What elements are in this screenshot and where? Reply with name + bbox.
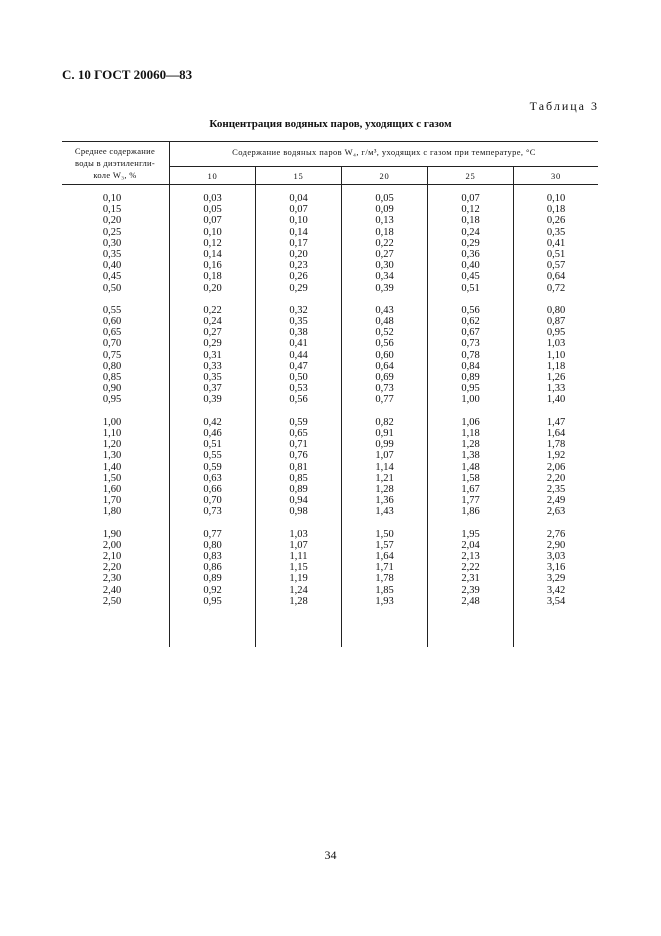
- vapor-concentration-cell: 1,03: [289, 528, 308, 540]
- vapor-concentration-cell: 0,40: [461, 260, 480, 272]
- vapor-concentration-cell: 0,66: [203, 483, 222, 495]
- water-content-cell: 0,60: [102, 316, 122, 328]
- vapor-concentration-cell: 0,18: [546, 204, 566, 216]
- vapor-concentration-cell: 0,14: [203, 248, 222, 260]
- vapor-concentration-cell: 2,63: [546, 506, 566, 518]
- vapor-concentration-cell: 0,16: [203, 260, 222, 272]
- vapor-concentration-cell: 0,69: [375, 372, 394, 383]
- vapor-concentration-cell: 1,50: [375, 528, 394, 540]
- row-group-spacer: [342, 406, 427, 417]
- vapor-concentration-cell: 0,22: [375, 237, 394, 249]
- vapor-concentration-cell: 1,48: [461, 461, 480, 473]
- vapor-concentration-cell: 0,38: [289, 327, 308, 339]
- water-content-cell: 0,15: [102, 204, 122, 216]
- water-content-cell: 0,40: [102, 260, 122, 272]
- vapor-concentration-cell: 1,57: [375, 539, 394, 551]
- vapor-concentration-cell: 1,95: [461, 528, 480, 540]
- vapor-concentration-cell: 1,19: [289, 573, 308, 585]
- row-header-line: Среднее содержание: [74, 146, 156, 156]
- vapor-concentration-cell: 0,12: [461, 204, 480, 216]
- table-title: Концентрация водяных паров, уходящих с газом: [209, 118, 452, 130]
- vapor-concentration-cell: 0,39: [375, 282, 394, 294]
- row-group-spacer: [62, 517, 162, 528]
- vapor-concentration-cell: 0,73: [375, 383, 394, 395]
- vapor-concentration-cell: 0,51: [546, 248, 566, 260]
- row-group-spacer: [428, 517, 513, 528]
- vapor-concentration-cell: 1,26: [546, 372, 566, 383]
- vapor-concentration-cell: 0,09: [375, 204, 394, 216]
- water-content-cell: 1,50: [102, 472, 122, 484]
- vapor-concentration-cell: 0,89: [203, 573, 222, 585]
- row-group-spacer: [428, 294, 513, 305]
- page-number: 34: [324, 848, 337, 862]
- vapor-concentration-cell: 0,85: [289, 472, 308, 484]
- vapor-concentration-cell: 0,34: [375, 271, 394, 283]
- vapor-concentration-cell: 0,32: [289, 304, 308, 316]
- vapor-concentration-cell: 3,29: [546, 573, 566, 585]
- vapor-concentration-cell: 0,35: [289, 316, 308, 328]
- vapor-concentration-cell: 0,53: [289, 383, 308, 395]
- vapor-concentration-cell: 1,24: [289, 584, 308, 596]
- vapor-concentration-cell: 1,43: [375, 506, 394, 518]
- column-group-header: Содержание водяных паров W₄, г/м³, уходящих с газом при температуре, °С: [232, 147, 536, 157]
- water-content-cell: 0,75: [102, 349, 122, 361]
- vapor-concentration-cell: 1,38: [461, 450, 480, 462]
- vapor-concentration-cell: 0,24: [461, 226, 480, 238]
- vapor-concentration-cell: 1,64: [546, 427, 566, 439]
- vapor-concentration-cell: 0,07: [203, 215, 222, 227]
- vapor-concentration-cell: 0,26: [289, 271, 308, 283]
- temp-10-column: [170, 193, 255, 607]
- vapor-concentration-cell: 0,33: [203, 360, 222, 372]
- vapor-concentration-cell: 1,78: [546, 439, 566, 451]
- vapor-concentration-cell: 0,71: [289, 439, 308, 451]
- vapor-concentration-cell: 1,28: [375, 483, 394, 495]
- vapor-concentration-cell: 3,42: [546, 584, 566, 596]
- water-content-cell: 1,30: [102, 450, 122, 462]
- vapor-concentration-cell: 0,95: [546, 327, 566, 339]
- vapor-concentration-cell: 0,91: [375, 427, 394, 439]
- water-content-cell: 0,50: [102, 282, 122, 294]
- water-content-cell: 0,10: [102, 193, 122, 204]
- vapor-concentration-cell: 0,30: [375, 260, 394, 272]
- water-content-cell: 0,20: [102, 215, 122, 227]
- vapor-concentration-cell: 1,40: [546, 394, 566, 406]
- water-content-cell: 0,90: [102, 383, 122, 395]
- vapor-concentration-cell: 1,71: [375, 562, 394, 574]
- row-group-spacer: [170, 406, 255, 417]
- vapor-concentration-cell: 0,57: [546, 260, 566, 272]
- vapor-concentration-cell: 0,81: [289, 461, 308, 473]
- vapor-concentration-cell: 2,49: [546, 495, 566, 507]
- vapor-concentration-cell: 3,16: [546, 562, 566, 574]
- water-content-cell: 1,90: [102, 528, 122, 540]
- vapor-concentration-cell: 0,73: [461, 338, 480, 350]
- row-group-spacer: [256, 406, 341, 417]
- water-content-cell: 2,30: [102, 573, 122, 585]
- vapor-concentration-cell: 0,59: [203, 461, 222, 473]
- vapor-concentration-cell: 0,73: [203, 506, 222, 518]
- vapor-concentration-cell: 1,28: [289, 595, 308, 607]
- vapor-concentration-cell: 0,29: [289, 282, 308, 294]
- vapor-concentration-cell: 0,77: [375, 394, 394, 406]
- water-content-cell: 1,10: [102, 427, 122, 439]
- vapor-concentration-cell: 1,33: [546, 383, 566, 395]
- vapor-concentration-cell: 0,22: [203, 304, 222, 316]
- water-content-cell: 2,10: [102, 551, 122, 562]
- vapor-concentration-cell: 0,77: [203, 528, 222, 540]
- vapor-concentration-cell: 0,29: [203, 338, 222, 350]
- vapor-concentration-cell: 1,77: [461, 495, 480, 507]
- temp-15-column: [256, 193, 341, 607]
- row-group-spacer: [170, 517, 255, 528]
- vapor-concentration-cell: 0,04: [289, 193, 308, 204]
- vapor-concentration-cell: 2,90: [546, 539, 566, 551]
- water-content-cell: 0,95: [102, 394, 122, 406]
- water-content-cell: 0,35: [102, 248, 122, 260]
- vapor-concentration-cell: 0,56: [461, 304, 480, 316]
- row-group-spacer: [170, 294, 255, 305]
- temperature-header: 25: [465, 171, 476, 181]
- vapor-concentration-cell: 1,14: [375, 461, 394, 473]
- row-group-spacer: [62, 294, 162, 305]
- vapor-concentration-cell: 0,56: [289, 394, 308, 406]
- vapor-concentration-cell: 0,07: [289, 204, 308, 216]
- vapor-concentration-cell: 0,18: [461, 215, 480, 227]
- vapor-concentration-cell: 1,78: [375, 573, 394, 585]
- row-group-spacer: [514, 517, 598, 528]
- temperature-header: 20: [379, 171, 390, 181]
- vapor-concentration-cell: 1,64: [375, 551, 394, 562]
- vapor-concentration-cell: 1,06: [461, 416, 480, 428]
- vapor-concentration-cell: 0,27: [375, 248, 394, 260]
- vapor-concentration-cell: 0,35: [546, 226, 566, 238]
- row-group-spacer: [428, 406, 513, 417]
- vapor-concentration-cell: 0,35: [203, 372, 222, 383]
- vapor-concentration-cell: 2,04: [461, 539, 480, 551]
- vapor-concentration-cell: 1,85: [375, 584, 394, 596]
- vapor-concentration-cell: 0,12: [203, 237, 222, 249]
- vapor-concentration-cell: 0,60: [375, 349, 394, 361]
- vapor-concentration-cell: 0,23: [289, 260, 308, 272]
- water-content-cell: 2,50: [102, 595, 122, 607]
- vapor-concentration-cell: 0,80: [203, 539, 222, 551]
- vapor-concentration-cell: 0,63: [203, 472, 222, 484]
- water-content-cell: 2,20: [102, 562, 122, 574]
- vapor-concentration-cell: 0,72: [546, 282, 566, 294]
- vapor-concentration-cell: 0,89: [289, 483, 308, 495]
- row-group-spacer: [514, 294, 598, 305]
- page-header: С. 10 ГОСТ 20060—83: [62, 67, 193, 82]
- vapor-concentration-cell: 0,86: [203, 562, 222, 574]
- vapor-concentration-cell: 0,36: [461, 248, 480, 260]
- vapor-concentration-cell: 1,93: [375, 595, 394, 607]
- water-content-cell: 0,80: [102, 360, 122, 372]
- vapor-concentration-cell: 0,55: [203, 450, 222, 462]
- vapor-concentration-cell: 0,18: [375, 226, 394, 238]
- vapor-concentration-cell: 0,20: [289, 248, 308, 260]
- water-content-cell: 1,80: [102, 506, 122, 518]
- vapor-concentration-cell: 0,31: [203, 349, 222, 361]
- vapor-concentration-cell: 0,37: [203, 383, 222, 395]
- vapor-concentration-cell: 0,78: [461, 349, 480, 361]
- vapor-concentration-cell: 2,06: [546, 461, 566, 473]
- vapor-concentration-cell: 1,15: [289, 562, 308, 574]
- vapor-concentration-cell: 0,45: [461, 271, 480, 283]
- vapor-concentration-cell: 0,98: [289, 506, 308, 518]
- vapor-concentration-cell: 2,31: [461, 573, 480, 585]
- vapor-concentration-cell: 0,46: [203, 427, 222, 439]
- vapor-concentration-cell: 0,47: [289, 360, 308, 372]
- water-content-cell: 1,00: [102, 416, 122, 428]
- vapor-concentration-cell: 2,35: [546, 483, 566, 495]
- vapor-concentration-cell: 0,64: [546, 271, 566, 283]
- vapor-concentration-cell: 0,10: [289, 215, 308, 227]
- vapor-concentration-cell: 1,18: [546, 360, 566, 372]
- vapor-concentration-cell: 0,42: [203, 416, 222, 428]
- vapor-concentration-cell: 0,03: [203, 193, 222, 204]
- vapor-concentration-cell: 0,27: [203, 327, 222, 339]
- data-table: [62, 141, 598, 647]
- water-content-column: [62, 193, 162, 607]
- vapor-concentration-cell: 3,03: [546, 551, 566, 562]
- row-header-line: коле W₃, %: [93, 170, 137, 180]
- vapor-concentration-cell: 0,41: [289, 338, 308, 350]
- vapor-concentration-cell: 0,67: [461, 327, 480, 339]
- vapor-concentration-cell: 1,07: [375, 450, 394, 462]
- vapor-concentration-cell: 1,58: [461, 472, 480, 484]
- vapor-concentration-cell: 0,05: [203, 204, 222, 216]
- vapor-concentration-cell: 2,22: [461, 562, 480, 574]
- vapor-concentration-cell: 0,39: [203, 394, 222, 406]
- vapor-concentration-cell: 1,21: [375, 472, 394, 484]
- water-content-cell: 0,70: [102, 338, 122, 350]
- vapor-concentration-cell: 1,18: [461, 427, 480, 439]
- vapor-concentration-cell: 0,41: [546, 237, 566, 249]
- vapor-concentration-cell: 1,86: [461, 506, 480, 518]
- vapor-concentration-cell: 0,29: [461, 237, 480, 249]
- water-content-cell: 1,60: [102, 483, 122, 495]
- water-content-cell: 0,65: [102, 327, 122, 339]
- vapor-concentration-cell: 0,24: [203, 316, 222, 328]
- water-content-cell: 0,25: [102, 226, 122, 238]
- vapor-concentration-cell: 0,20: [203, 282, 222, 294]
- vapor-concentration-cell: 0,50: [289, 372, 308, 383]
- vapor-concentration-cell: 0,10: [546, 193, 566, 204]
- vapor-concentration-cell: 1,47: [546, 416, 566, 428]
- vapor-concentration-cell: 0,89: [461, 372, 480, 383]
- vapor-concentration-cell: 2,39: [461, 584, 480, 596]
- header-mid-rule: [170, 166, 598, 167]
- vapor-concentration-cell: 0,92: [203, 584, 222, 596]
- water-content-cell: 0,85: [102, 372, 122, 383]
- vapor-concentration-cell: 0,82: [375, 416, 394, 428]
- vapor-concentration-cell: 1,03: [546, 338, 566, 350]
- vapor-concentration-cell: 0,80: [546, 304, 566, 316]
- temp-25-column: [428, 193, 513, 607]
- vapor-concentration-cell: 1,00: [461, 394, 480, 406]
- vapor-concentration-cell: 0,05: [375, 193, 394, 204]
- vapor-concentration-cell: 1,67: [461, 483, 480, 495]
- vapor-concentration-cell: 0,10: [203, 226, 222, 238]
- vapor-concentration-cell: 0,51: [461, 282, 480, 294]
- temp-20-column: [342, 193, 427, 607]
- row-group-spacer: [342, 294, 427, 305]
- vapor-concentration-cell: 1,07: [289, 539, 308, 551]
- temperature-header: 30: [550, 171, 562, 181]
- vapor-concentration-cell: 1,11: [289, 551, 308, 562]
- vapor-concentration-cell: 0,87: [546, 316, 566, 328]
- row-group-spacer: [342, 517, 427, 528]
- vapor-concentration-cell: 0,95: [203, 595, 222, 607]
- vapor-concentration-cell: 0,83: [203, 551, 222, 562]
- vapor-concentration-cell: 0,14: [289, 226, 308, 238]
- temperature-header: 15: [293, 171, 304, 181]
- vapor-concentration-cell: 0,99: [375, 439, 394, 451]
- vapor-concentration-cell: 2,76: [546, 528, 566, 540]
- vapor-concentration-cell: 1,28: [461, 439, 480, 451]
- table-top-rule: [62, 141, 598, 142]
- vapor-concentration-cell: 0,13: [375, 215, 394, 227]
- row-group-spacer: [62, 406, 162, 417]
- row-group-spacer: [514, 406, 598, 417]
- vapor-concentration-cell: 1,92: [546, 450, 566, 462]
- vapor-concentration-cell: 0,48: [375, 316, 394, 328]
- row-group-spacer: [256, 517, 341, 528]
- row-group-spacer: [256, 294, 341, 305]
- vapor-concentration-cell: 0,84: [461, 360, 480, 372]
- row-header-line: воды в диэтиленгли-: [75, 158, 155, 168]
- vapor-concentration-cell: 0,56: [375, 338, 394, 350]
- row-header: [62, 145, 168, 181]
- vapor-concentration-cell: 1,36: [375, 495, 394, 507]
- temp-30-column: [514, 193, 598, 607]
- vapor-concentration-cell: 2,20: [546, 472, 566, 484]
- vapor-concentration-cell: 0,59: [289, 416, 308, 428]
- vapor-concentration-cell: 0,62: [461, 316, 480, 328]
- vapor-concentration-cell: 3,54: [546, 595, 566, 607]
- vapor-concentration-cell: 1,10: [546, 349, 566, 361]
- water-content-cell: 2,40: [102, 584, 122, 596]
- vapor-concentration-cell: 0,26: [546, 215, 566, 227]
- water-content-cell: 1,40: [102, 461, 122, 473]
- water-content-cell: 1,20: [102, 439, 122, 451]
- temperature-header: 10: [207, 171, 218, 181]
- vapor-concentration-cell: 0,51: [203, 439, 222, 451]
- vapor-concentration-cell: 0,65: [289, 427, 308, 439]
- vapor-concentration-cell: 0,76: [289, 450, 308, 462]
- water-content-cell: 1,70: [102, 495, 122, 507]
- vapor-concentration-cell: 0,94: [289, 495, 308, 507]
- vapor-concentration-cell: 0,17: [289, 237, 308, 249]
- vapor-concentration-cell: 0,07: [461, 193, 480, 204]
- table-label: Таблица 3: [529, 99, 599, 113]
- water-content-cell: 0,30: [102, 237, 122, 249]
- vapor-concentration-cell: 2,13: [461, 551, 480, 562]
- vapor-concentration-cell: 0,43: [375, 304, 394, 316]
- vapor-concentration-cell: 0,52: [375, 327, 394, 339]
- water-content-cell: 2,00: [102, 539, 122, 551]
- header-bottom-rule: [62, 184, 598, 185]
- vapor-concentration-cell: 0,70: [203, 495, 222, 507]
- water-content-cell: 0,55: [102, 304, 122, 316]
- vapor-concentration-cell: 0,44: [289, 349, 308, 361]
- vapor-concentration-cell: 0,18: [203, 271, 222, 283]
- vapor-concentration-cell: 2,48: [461, 595, 480, 607]
- vapor-concentration-cell: 0,64: [375, 360, 394, 372]
- water-content-cell: 0,45: [102, 271, 122, 283]
- vapor-concentration-cell: 0,95: [461, 383, 480, 395]
